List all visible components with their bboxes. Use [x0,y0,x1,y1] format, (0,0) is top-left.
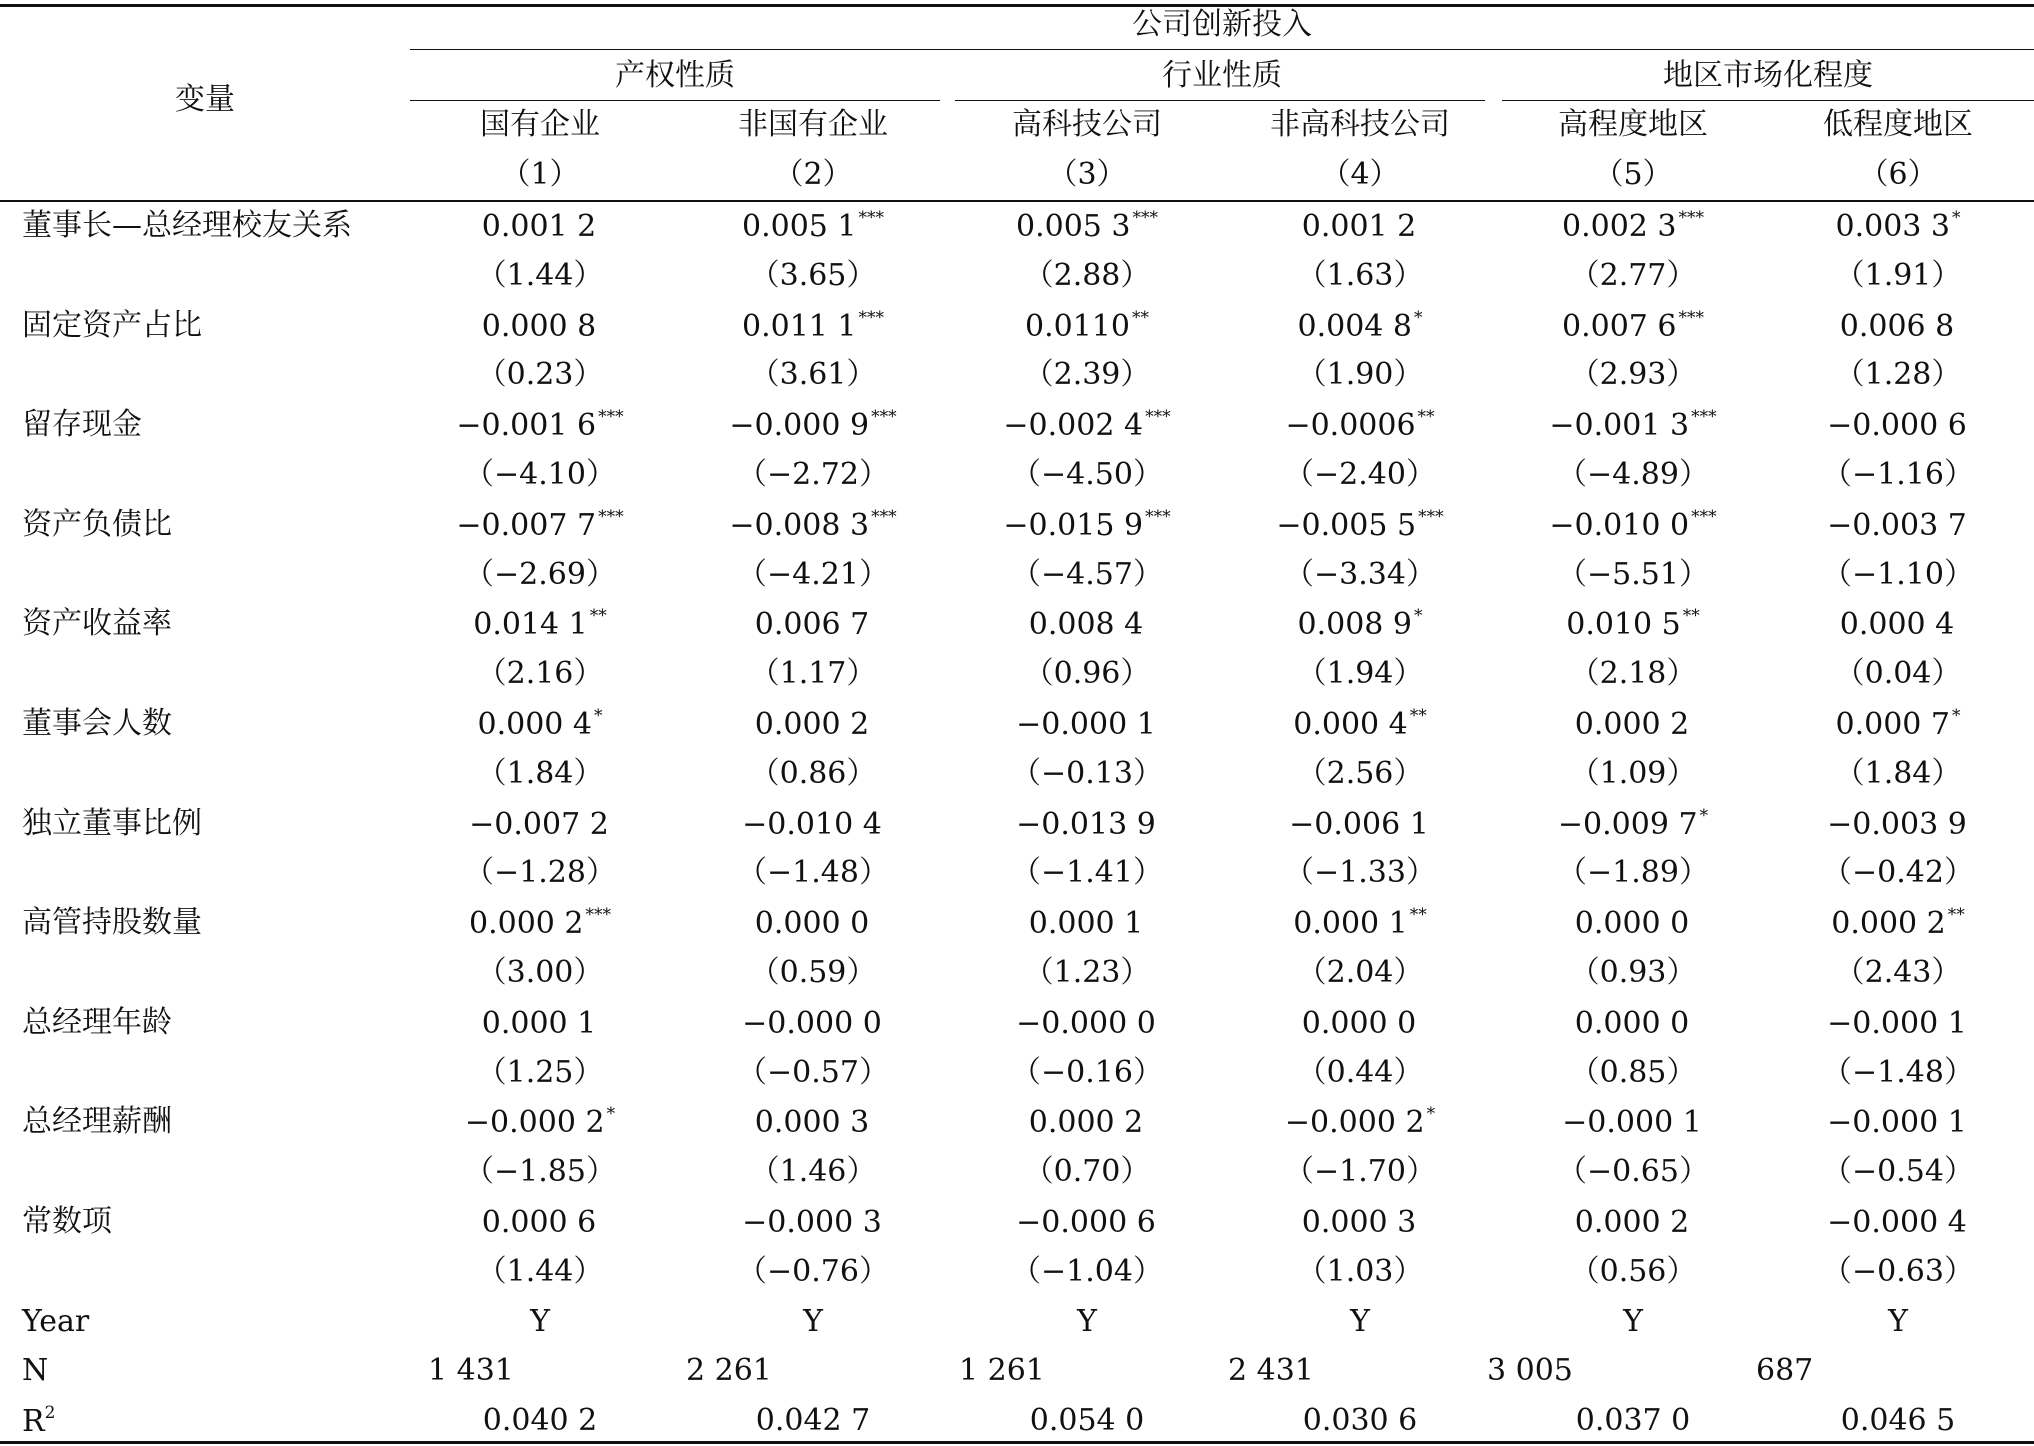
coefficient-value: 0.006 7 [754,607,870,643]
coefficient-value: 0.000 4 [1839,607,1955,643]
coefficient-cell [1016,210,1158,242]
coefficient-cell [1276,506,1444,543]
year-label: Year [22,1303,90,1339]
coefficient-cell [742,210,884,242]
t-statistic-cell: （−0.65） [1557,1154,1709,1190]
year-fixed-effect-cell: Y [803,1303,823,1339]
t-statistic-cell: （−4.21） [737,556,889,592]
n-cell: 2 261 [686,1353,772,1389]
coefficient-cell [1549,506,1717,543]
coefficient-cell [1302,1206,1419,1238]
coefficient-value: 0.000 2 [468,906,584,942]
coefficient-value: 0.002 3 [1561,209,1677,244]
coefficient-cell [1831,905,1965,942]
significance-stars: *** [1691,407,1717,428]
coefficient-cell [1574,906,1692,942]
coefficient-cell [1003,407,1171,444]
coefficient-cell [1302,210,1419,242]
t-statistic-cell: （1.63） [1296,257,1424,293]
coefficient-cell [1284,1104,1436,1141]
t-statistic-cell: （−2.72） [737,457,889,492]
significance-stars: ** [1947,905,1965,926]
coefficient-cell [1835,210,1960,242]
t-statistic-cell: （−0.76） [737,1253,889,1289]
t-statistic-cell: （−4.89） [1557,457,1709,492]
t-statistic-cell: （−1.85） [464,1154,616,1190]
t-statistic-cell: （2.16） [476,656,604,692]
t-statistic-cell: （1.90） [1296,357,1424,393]
t-statistic-cell: （−0.57） [737,1054,889,1090]
significance-stars: *** [1145,506,1171,527]
significance-stars: *** [598,407,624,428]
coefficient-value: 0.001 2 [1301,209,1417,244]
group-underline-ownership [410,100,940,101]
t-statistic-cell: （1.17） [749,656,877,692]
coefficient-cell [729,506,897,543]
bottom-rule [0,1441,2034,1444]
t-statistic-cell: （3.65） [749,257,877,293]
t-statistic-cell: （2.56） [1296,755,1424,791]
coefficient-value: 0.014 1 [473,607,588,643]
group-header-region: 地区市场化程度 [1663,58,1873,93]
variable-name: 高管持股数量 [22,905,202,941]
coefficient-cell [1549,407,1717,444]
coefficient-value: 0.011 1 [741,308,857,344]
t-statistic-cell: （−3.34） [1284,556,1436,592]
coefficient-cell [754,906,872,942]
significance-stars: * [594,706,603,726]
coefficient-cell [1028,906,1146,942]
coefficient-value: 0.008 4 [1028,607,1144,643]
t-statistic-cell: （0.04） [1834,656,1962,692]
variable-name: 常数项 [22,1204,112,1239]
t-statistic-cell: （0.93） [1569,955,1697,990]
t-statistic-cell: （−1.04） [1011,1253,1163,1289]
variable-name: 独立董事比例 [22,805,202,841]
t-statistic-cell: （−1.48） [737,855,889,891]
significance-stars: *** [1132,208,1159,228]
coefficient-value: −0.000 3 [742,1205,882,1240]
n-cell: 1 261 [959,1353,1045,1389]
t-statistic-cell: （−0.42） [1822,855,1974,891]
coefficient-cell [1285,407,1435,444]
coefficient-value: 0.000 2 [1574,707,1690,742]
significance-stars: * [1414,307,1423,328]
significance-stars: ** [589,606,607,627]
column-number: （3） [1047,157,1127,192]
coefficient-value: −0.013 9 [1016,806,1156,842]
t-statistic-cell: （−0.63） [1822,1253,1974,1289]
coefficient-value: 0.007 6 [1561,308,1677,344]
r2-cell: 0.046 5 [1840,1403,1956,1439]
coefficient-cell [742,1007,884,1039]
t-statistic-cell: （1.84） [476,755,604,791]
coefficient-cell [464,1104,616,1141]
r2-cell: 0.040 2 [482,1403,598,1439]
t-statistic-cell: （1.94） [1296,656,1424,692]
n-cell: 1 431 [428,1353,514,1389]
coefficient-cell [1293,708,1427,740]
significance-stars: *** [585,905,612,926]
t-statistic-cell: （3.61） [749,357,877,393]
significance-stars: *** [1145,407,1171,428]
significance-stars: *** [858,208,885,228]
coefficient-cell [1557,805,1709,842]
coefficient-cell [1016,808,1158,840]
variable-name: 资产负债比 [22,506,172,542]
coefficient-cell [1289,808,1431,840]
t-statistic-cell: （−4.57） [1011,556,1163,592]
variable-name: 董事会人数 [22,706,172,741]
coefficient-cell [1835,708,1960,740]
coefficient-value: −0.001 3 [1549,408,1690,444]
t-statistic-cell: （−2.69） [464,556,616,592]
coefficient-value: 0.000 0 [754,906,870,942]
coefficient-value: 0.000 0 [1574,906,1690,942]
coefficient-value: 0.000 4 [1293,707,1408,742]
t-statistic-cell: （−1.10） [1822,556,1974,592]
t-statistic-cell: （0.44） [1296,1054,1424,1090]
t-statistic-cell: （−1.41） [1011,855,1163,891]
coefficient-cell [482,210,599,242]
variable-name: 资产收益率 [22,606,172,642]
significance-stars: ** [1409,905,1427,926]
coefficient-cell [477,708,602,740]
significance-stars: *** [1678,208,1705,228]
significance-stars: * [1426,1104,1436,1125]
t-statistic-cell: （1.09） [1569,755,1697,791]
t-statistic-cell: （−1.89） [1557,855,1709,891]
year-fixed-effect-cell: Y [530,1303,550,1339]
coefficient-value: −0.000 2 [464,1105,605,1141]
coefficient-value: −0.009 7 [1557,806,1698,842]
coefficient-value: 0.008 9 [1297,607,1413,643]
t-statistic-cell: （−4.50） [1011,457,1163,492]
group-header-industry: 行业性质 [1162,58,1282,93]
year-fixed-effect-cell: Y [1350,1303,1370,1339]
coefficient-value: 0.0110 [1025,308,1130,344]
coefficient-value: 0.006 8 [1839,308,1955,344]
coefficient-cell [1562,210,1704,242]
column-number: （2） [773,157,853,192]
coefficient-value: −0.000 2 [1284,1105,1425,1141]
coefficient-value: −0.000 6 [1827,408,1967,444]
coefficient-cell [1016,1007,1158,1039]
top-header: 公司创新投入 [1132,7,1312,42]
significance-stars: ** [1682,606,1700,627]
coefficient-cell [1028,607,1146,643]
coefficient-cell [1827,1105,1969,1141]
significance-stars: * [1952,706,1961,726]
coefficient-value: 0.000 4 [477,707,593,742]
r2-label [22,1403,56,1440]
coefficient-value: −0.000 0 [1016,1005,1156,1041]
coefficient-cell [742,808,884,840]
coefficient-value: 0.000 1 [1028,906,1144,942]
coefficient-cell [1562,1105,1704,1141]
t-statistic-cell: （−1.16） [1822,457,1974,492]
coefficient-value: −0.007 2 [469,806,609,842]
coefficient-cell [456,506,624,543]
variable-name: 总经理年龄 [22,1004,172,1040]
coefficient-cell [1575,708,1692,740]
coefficient-cell [1827,1206,1969,1238]
column-header: 非高科技公司 [1270,107,1450,142]
coefficient-cell [1827,1007,1969,1039]
coefficient-value: −0.0006 [1285,408,1416,444]
variable-name: 总经理薪酬 [22,1104,172,1140]
t-statistic-cell: （−0.16） [1011,1054,1163,1090]
coefficient-cell [755,708,872,740]
t-statistic-cell: （2.43） [1834,955,1962,990]
t-statistic-cell: （−1.28） [464,855,616,891]
t-statistic-cell: （0.23） [476,357,604,393]
significance-stars: * [1699,805,1709,826]
r2-cell: 0.054 0 [1029,1403,1145,1439]
r2-cell: 0.030 6 [1302,1403,1418,1439]
t-statistic-cell: （−1.33） [1284,855,1436,891]
year-fixed-effect-cell: Y [1077,1303,1097,1339]
t-statistic-cell: （0.56） [1569,1253,1697,1289]
coefficient-value: 0.005 1 [741,209,857,244]
coefficient-value: −0.005 5 [1276,507,1417,543]
coefficient-value: −0.008 3 [729,507,870,543]
t-statistic-cell: （−0.13） [1011,755,1163,791]
coefficient-value: 0.000 6 [481,1205,597,1240]
variable-name: 留存现金 [22,407,142,443]
coefficient-value: −0.000 6 [1016,1205,1156,1240]
significance-stars: ** [1409,706,1427,726]
t-statistic-cell: （0.86） [749,755,877,791]
t-statistic-cell: （−4.10） [464,457,616,492]
coefficient-cell [741,307,885,344]
coefficient-value: 0.001 2 [481,209,597,244]
coefficient-value: −0.015 9 [1003,507,1144,543]
coefficient-cell [729,407,897,444]
top-rule [0,4,2034,7]
coefficient-value: −0.006 1 [1289,806,1429,842]
t-statistic-cell: （2.88） [1023,257,1151,293]
year-fixed-effect-cell: Y [1888,1303,1908,1339]
n-label: N [22,1353,49,1389]
innovation-underline [410,49,2034,50]
coefficient-cell [1827,509,1969,541]
coefficient-value: 0.004 8 [1297,308,1413,344]
coefficient-value: 0.010 5 [1566,607,1681,643]
coefficient-value: −0.000 4 [1827,1205,1967,1240]
coefficient-cell [1028,1105,1146,1141]
coefficient-value: 0.000 2 [1831,906,1946,942]
t-statistic-cell: （1.28） [1834,357,1962,393]
variable-name: 固定资产占比 [22,307,202,343]
t-statistic-cell: （1.23） [1023,955,1151,990]
coefficient-cell [1297,606,1423,643]
t-statistic-cell: （2.18） [1569,656,1697,692]
column-number: （1） [500,157,580,192]
t-statistic-cell: （2.93） [1569,357,1697,393]
coefficient-value: −0.010 4 [742,806,882,842]
n-cell: 687 [1756,1353,1814,1389]
header-bottom-rule [0,200,2034,202]
group-underline-industry [955,100,1485,101]
coefficient-value: 0.000 1 [1293,906,1408,942]
t-statistic-cell: （1.44） [476,1253,604,1289]
coefficient-cell [754,1105,872,1141]
t-statistic-cell: （1.44） [476,257,604,293]
variable-header: 变量 [175,82,235,117]
t-statistic-cell: （1.03） [1296,1253,1424,1289]
t-statistic-cell: （−1.70） [1284,1154,1436,1190]
coefficient-value: −0.003 9 [1827,806,1967,842]
coefficient-value: −0.000 1 [1562,1105,1702,1141]
coefficient-value: 0.000 2 [754,707,870,742]
t-statistic-cell: （0.59） [749,955,877,990]
significance-stars: *** [858,307,885,328]
column-header: 低程度地区 [1823,107,1973,142]
coefficient-cell [469,808,611,840]
coefficient-cell [482,1206,599,1238]
significance-stars: ** [1417,407,1435,428]
coefficient-value: −0.000 9 [729,408,870,444]
variable-name: 董事长—总经理校友关系 [22,208,352,243]
coefficient-cell [1575,1007,1692,1039]
coefficient-value: −0.001 6 [456,408,597,444]
coefficient-cell [1003,506,1171,543]
column-number: （6） [1858,157,1938,192]
coefficient-value: −0.002 4 [1003,408,1144,444]
coefficient-cell [1293,905,1427,942]
t-statistic-cell: （1.91） [1834,257,1962,293]
column-header: 高程度地区 [1558,107,1708,142]
t-statistic-cell: （−1.48） [1822,1054,1974,1090]
coefficient-cell [1561,307,1705,344]
coefficient-value: 0.000 3 [754,1105,870,1141]
t-statistic-cell: （2.39） [1023,357,1151,393]
coefficient-value: −0.000 1 [1827,1105,1967,1141]
coefficient-value: 0.000 7 [1835,707,1951,742]
significance-stars: *** [871,506,897,527]
coefficient-value: 0.000 2 [1028,1105,1144,1141]
t-statistic-cell: （3.00） [476,955,604,990]
significance-stars: * [1952,208,1961,228]
coefficient-cell [1839,607,1957,643]
coefficient-cell [742,1206,884,1238]
significance-stars: * [1414,606,1423,627]
coefficient-cell [1297,307,1423,344]
significance-stars: *** [1678,307,1705,328]
coefficient-value: −0.010 0 [1549,507,1690,543]
column-number: （5） [1593,157,1673,192]
column-header: 高科技公司 [1012,107,1162,142]
coefficient-cell [1302,1007,1419,1039]
coefficient-cell [468,905,612,942]
t-statistic-cell: （1.46） [749,1154,877,1190]
coefficient-value: 0.000 8 [481,308,597,344]
r2-cell: 0.037 0 [1575,1403,1691,1439]
coefficient-cell [1575,1206,1692,1238]
coefficient-cell [482,310,599,342]
significance-stars: ** [1131,307,1149,328]
r2-label-superscript: 2 [44,1403,56,1424]
coefficient-cell [482,1007,599,1039]
coefficient-value: 0.000 2 [1574,1205,1690,1240]
coefficient-cell [754,607,872,643]
significance-stars: *** [871,407,897,428]
significance-stars: *** [1691,506,1717,527]
coefficient-value: −0.007 7 [456,507,597,543]
coefficient-cell [456,407,624,444]
t-statistic-cell: （2.77） [1569,257,1697,293]
coefficient-cell [1566,606,1700,643]
t-statistic-cell: （0.70） [1023,1154,1151,1190]
n-cell: 3 005 [1487,1353,1573,1389]
coefficient-value: 0.000 0 [1574,1005,1690,1041]
coefficient-value: 0.000 3 [1301,1205,1417,1240]
t-statistic-cell: （1.84） [1834,755,1962,791]
year-fixed-effect-cell: Y [1623,1303,1643,1339]
coefficient-value: −0.000 1 [1827,1005,1967,1041]
t-statistic-cell: （1.25） [476,1054,604,1090]
significance-stars: *** [598,506,624,527]
t-statistic-cell: （−0.54） [1822,1154,1974,1190]
column-number: （4） [1320,157,1400,192]
coefficient-value: 0.003 3 [1835,209,1951,244]
coefficient-value: −0.000 1 [1016,707,1156,742]
significance-stars: *** [1418,506,1444,527]
t-statistic-cell: （−5.51） [1557,556,1709,592]
coefficient-value: −0.000 0 [742,1005,882,1041]
coefficient-cell [1016,708,1158,740]
t-statistic-cell: （−2.40） [1284,457,1436,492]
column-header: 国有企业 [480,107,600,142]
r2-label-text: R [22,1404,45,1440]
coefficient-cell [1025,307,1149,344]
coefficient-value: 0.005 3 [1015,209,1131,244]
group-header-ownership: 产权性质 [615,58,735,93]
coefficient-value: 0.000 0 [1301,1005,1417,1041]
coefficient-cell [1827,408,1969,444]
coefficient-cell [473,606,607,643]
coefficient-value: 0.000 1 [481,1005,597,1041]
r2-cell: 0.042 7 [755,1403,871,1439]
column-header: 非国有企业 [738,107,888,142]
n-cell: 2 431 [1228,1353,1314,1389]
t-statistic-cell: （0.96） [1023,656,1151,692]
coefficient-value: −0.003 7 [1827,507,1967,543]
t-statistic-cell: （2.04） [1296,955,1424,990]
significance-stars: * [606,1104,616,1125]
coefficient-cell [1840,310,1957,342]
coefficient-cell [1827,808,1969,840]
t-statistic-cell: （0.85） [1569,1054,1697,1090]
coefficient-cell [1016,1206,1158,1238]
group-underline-region [1502,100,2034,101]
